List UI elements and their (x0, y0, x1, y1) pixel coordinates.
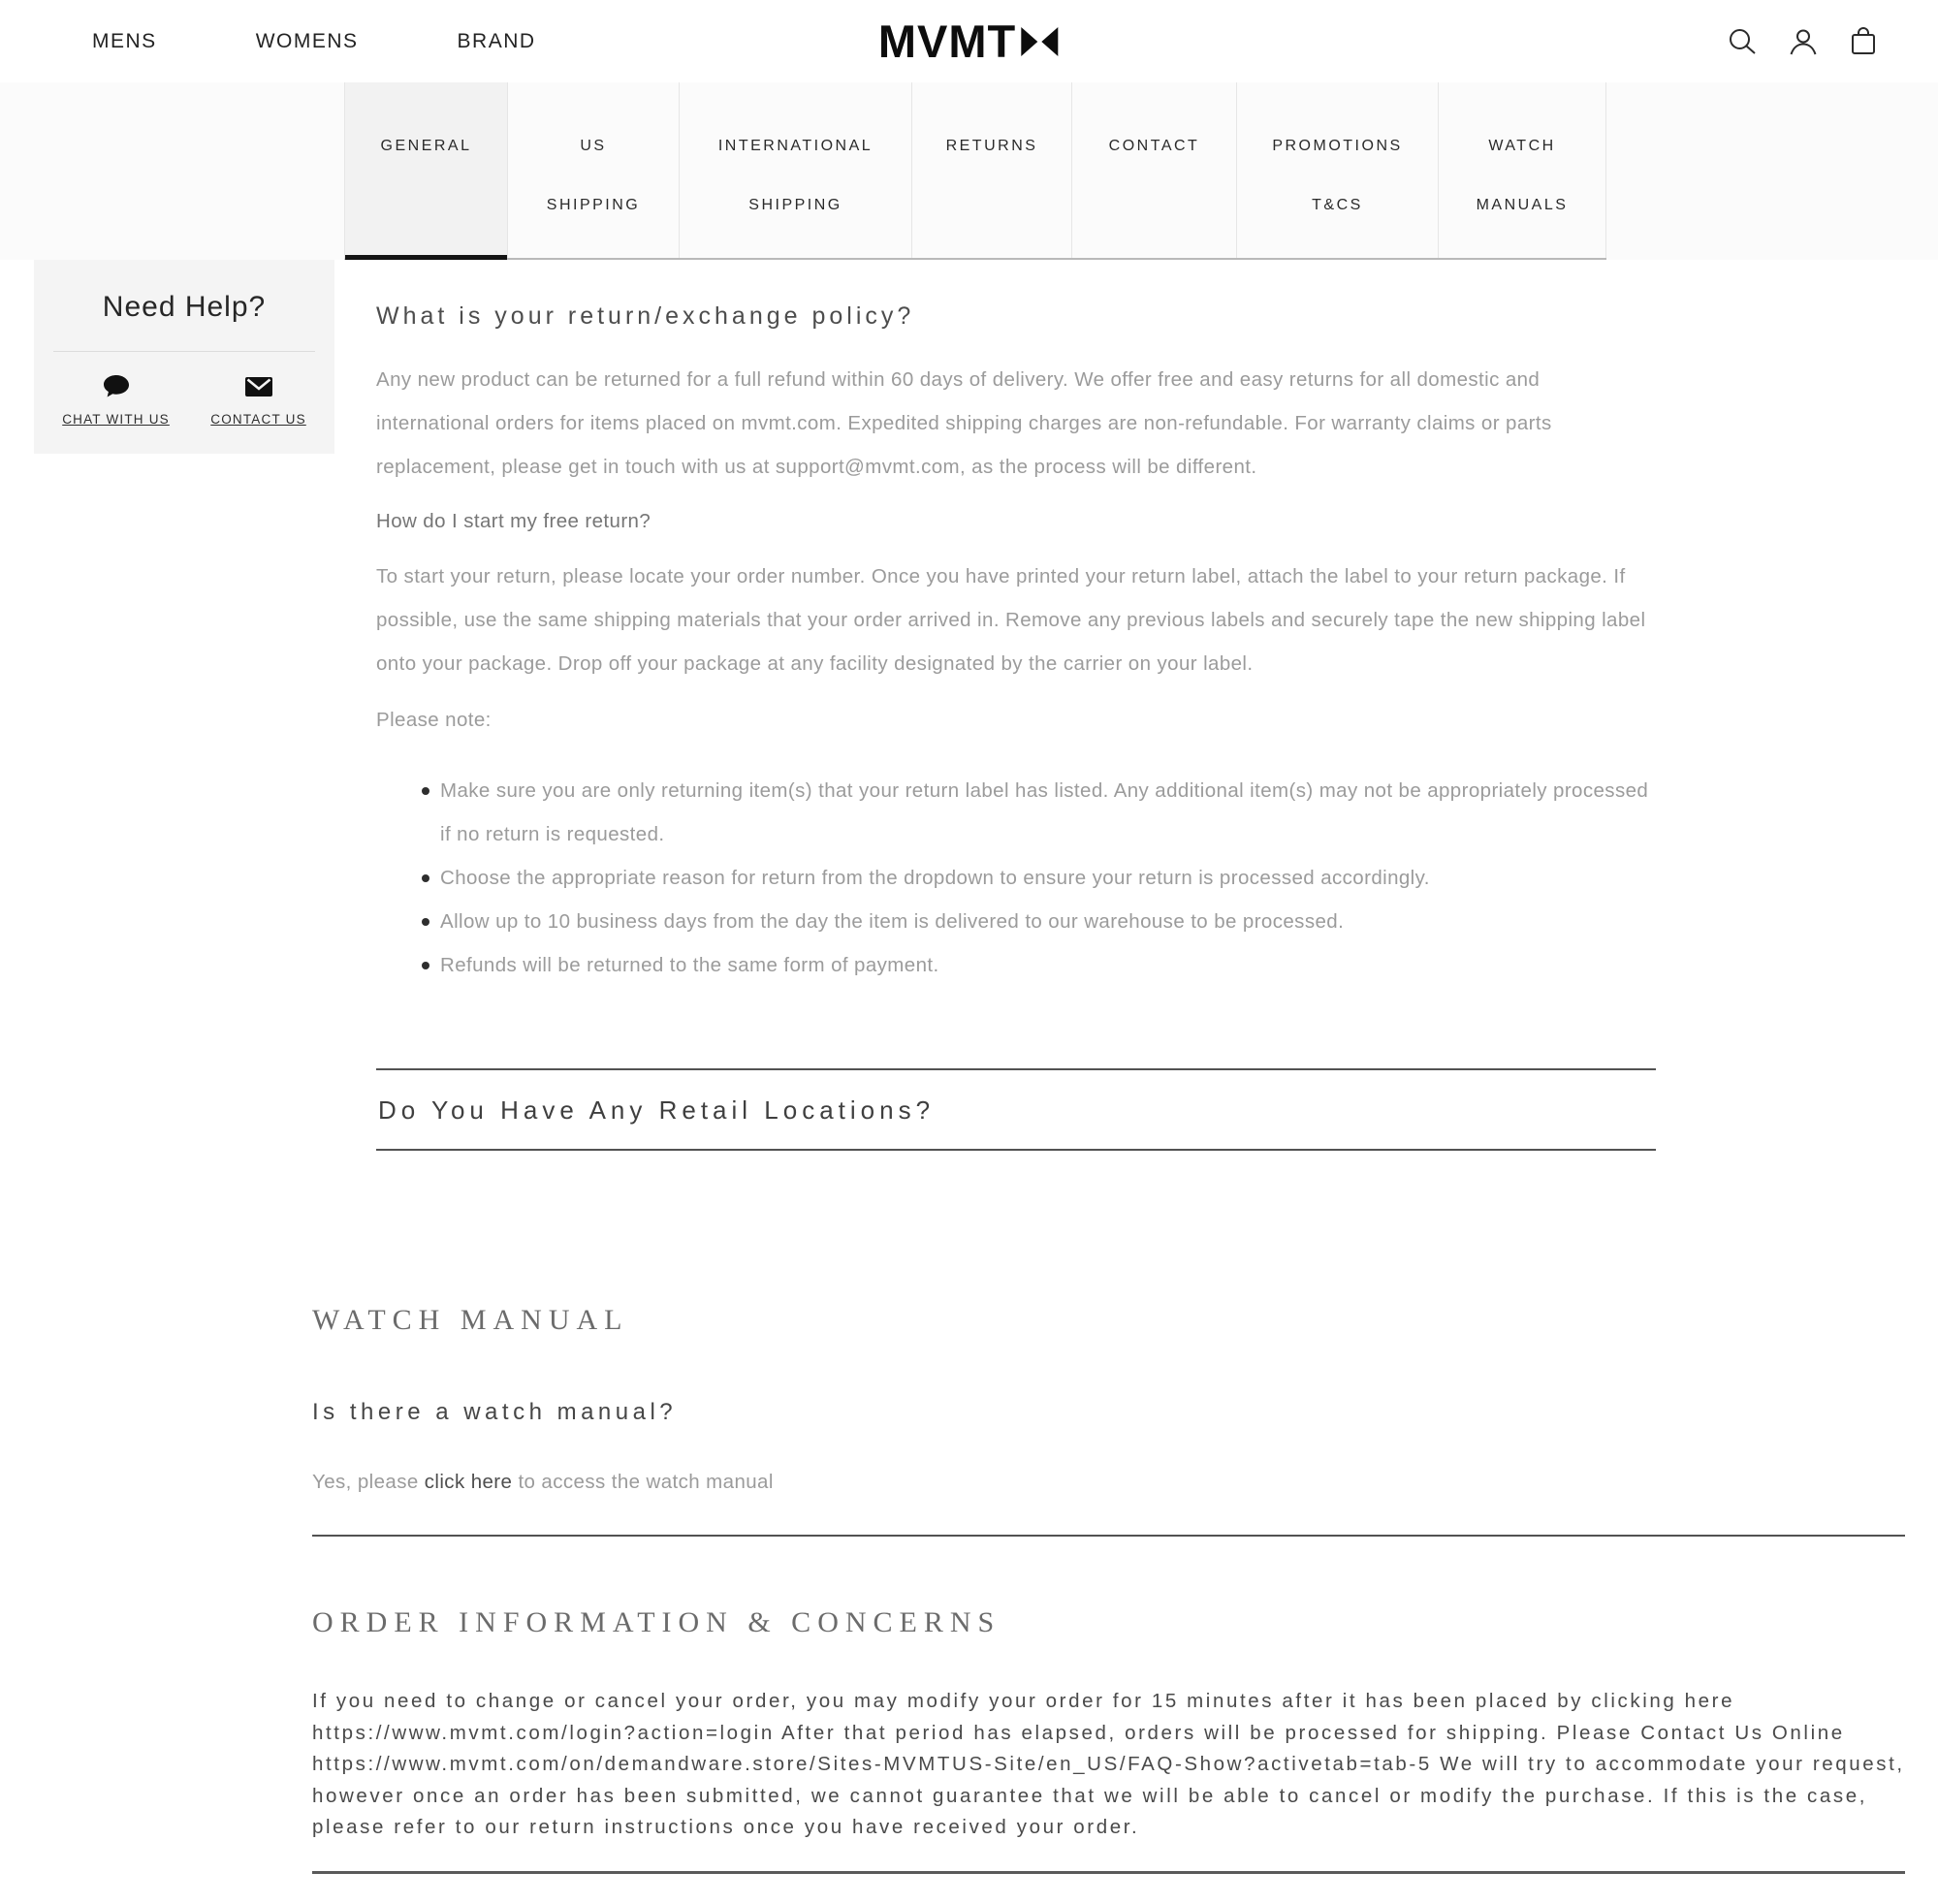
tab-watch-manuals[interactable]: WATCH MANUALS (1439, 82, 1606, 258)
faq-tabs (344, 82, 1606, 260)
primary-nav (92, 0, 536, 82)
please-note-label: Please note: (376, 709, 492, 731)
answer-suffix: to access the watch manual (512, 1471, 774, 1493)
list-item: Choose the appropriate reason for return from the dropdown to ensure your return is processed accordingly. (440, 856, 1656, 900)
order-information-title: ORDER INFORMATION & CONCERNS (312, 1606, 1001, 1638)
logo-wordmark: MVMT (877, 16, 1017, 67)
order-information-section (312, 1606, 1905, 1874)
watch-manual-answer (312, 1471, 1905, 1494)
need-help-panel (34, 260, 334, 454)
list-item: Refunds will be returned to the same form of payment. (440, 943, 1656, 987)
bag-icon[interactable] (1849, 26, 1878, 57)
answer-prefix: Yes, please (312, 1471, 425, 1493)
return-policy-question: What is your return/exchange policy? (376, 302, 915, 330)
tab-contact[interactable]: CONTACT (1072, 82, 1237, 258)
top-navigation (0, 0, 1938, 82)
free-return-question: How do I start my free return? (376, 510, 651, 532)
return-notes-list (376, 769, 1656, 987)
tab-general[interactable]: GENERAL (345, 82, 508, 258)
logo-bowtie-icon (1019, 26, 1060, 62)
click-here-link[interactable]: click here (424, 1471, 513, 1493)
watch-manual-title: WATCH MANUAL (312, 1304, 629, 1336)
faq-content (376, 302, 1656, 1151)
chat-with-us-link[interactable] (62, 373, 170, 427)
search-icon[interactable] (1727, 26, 1758, 57)
contact-us-label: CONTACT US (210, 412, 306, 427)
nav-item-mens[interactable]: MENS (92, 29, 157, 52)
tab-promotions-tcs[interactable]: PROMOTIONS T&CS (1237, 82, 1439, 258)
divider (376, 1149, 1656, 1151)
watch-manual-question: Is there a watch manual? (312, 1399, 678, 1425)
retail-locations-question[interactable]: Do You Have Any Retail Locations? (378, 1095, 936, 1125)
return-policy-answer: Any new product can be returned for a full refund within 60 days of delivery. We offer free and easy returns for all domestic and international orders for items placed on mvmt.com. Expedited shipping charges are non-refundable. For warranty claims or parts replacement, please get in touch with us at support@mvmt.com, as the process will be different. (376, 368, 1552, 478)
list-item: Make sure you are only returning item(s) that your return label has listed. Any additional item(s) may not be appropriately processed if no return is requested. (440, 769, 1656, 856)
envelope-icon (243, 373, 274, 400)
list-item: Allow up to 10 business days from the day the item is delivered to our warehouse to be processed. (440, 900, 1656, 943)
divider (312, 1871, 1905, 1874)
mvmt-logo[interactable] (878, 0, 1060, 82)
nav-item-womens[interactable]: WOMENS (255, 29, 359, 52)
free-return-answer: To start your return, please locate your order number. Once you have printed your return label, attach the label to your return package. If possible, use the same shipping materials that your order arrived in. Remove any previous labels and securely tape the new shipping label onto your package. Drop off your package at any facility designated by the carrier on your label. (376, 565, 1646, 675)
contact-us-link[interactable] (210, 373, 306, 427)
order-information-body: If you need to change or cancel your order, you may modify your order for 15 minutes after it has been placed by clicking here https://www.mvmt.com/login?action=login After that period has elapsed, orders will be processed for shipping. Please Contact Us Online https://www.mvmt.com/on/demandware.store/Sites-MVMTUS-Site/en_US/FAQ-Show?activetab=tab-5 We will try to accommodate your request, however once an order has been submitted, we cannot guarantee that we will be able to cancel or modify the purchase. If this is the case, please refer to our return instructions once you have received your order. (312, 1690, 1905, 1838)
chat-bubble-icon (102, 373, 131, 400)
header-icon-group (1727, 0, 1878, 82)
divider (312, 1535, 1905, 1537)
tab-us-shipping[interactable]: US SHIPPING (508, 82, 680, 258)
chat-with-us-label: CHAT WITH US (62, 412, 170, 427)
need-help-divider (53, 351, 315, 352)
tab-returns[interactable]: RETURNS (912, 82, 1072, 258)
need-help-title: Need Help? (102, 291, 267, 323)
need-help-links (34, 373, 334, 427)
faq-tab-strip (0, 82, 1938, 260)
nav-item-brand[interactable]: BRAND (457, 29, 536, 52)
account-icon[interactable] (1788, 26, 1819, 57)
tab-international-shipping[interactable]: INTERNATIONAL SHIPPING (680, 82, 912, 258)
watch-manual-section (312, 1304, 1905, 1537)
